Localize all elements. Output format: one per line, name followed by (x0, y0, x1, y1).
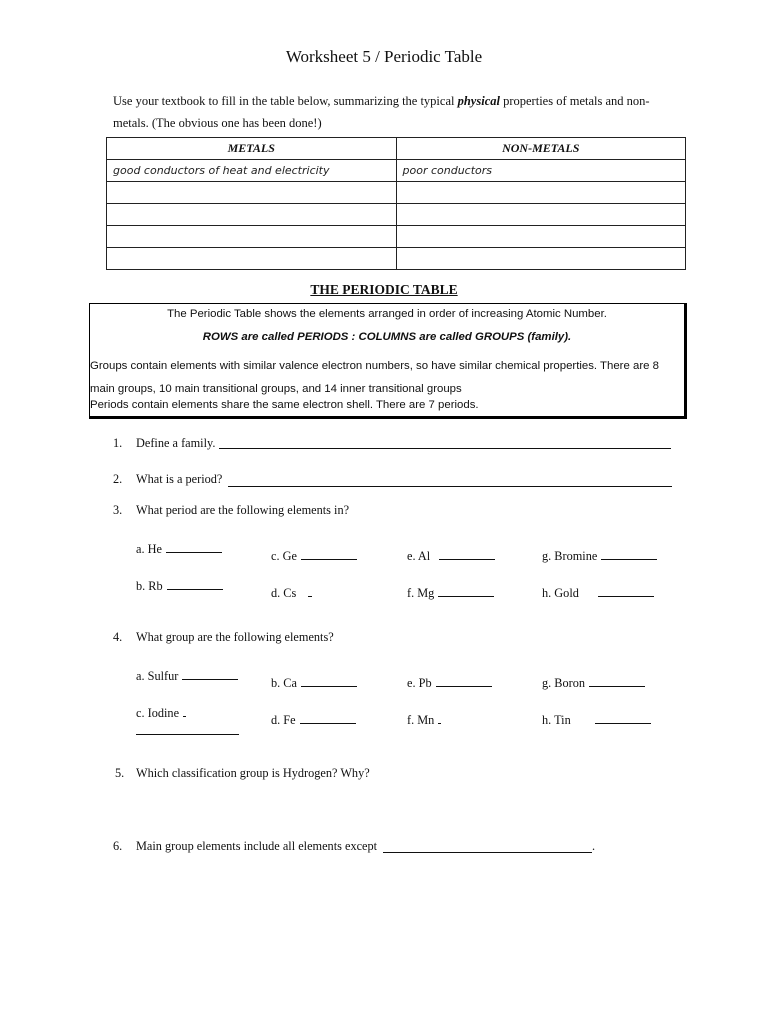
table-row (107, 160, 686, 182)
question-4-text: What group are the following elements? (136, 630, 334, 644)
metals-cell[interactable] (107, 226, 397, 248)
answer-blank[interactable] (167, 579, 223, 590)
worksheet-title: Worksheet 5 / Periodic Table (285, 47, 483, 66)
q3-item-gold: h. Gold (542, 586, 654, 601)
non-metals-cell[interactable]: poor conductors (396, 160, 686, 182)
q3-item-cs: d. Cs (271, 586, 312, 601)
answer-blank[interactable] (601, 549, 657, 560)
table-row (107, 248, 686, 270)
question-3-text: What period are the following elements in? (136, 503, 350, 517)
non-metals-cell[interactable] (396, 226, 686, 248)
info-line: Groups contain elements with similar valence electron numbers, so have similar chemical properties. There are 8 (90, 360, 659, 372)
q4-item-iodine: c. Iodine (136, 706, 186, 721)
q3-item-he: a. He (136, 542, 222, 557)
info-line: The Periodic Table shows the elements arranged in order of increasing Atomic Number. (167, 308, 607, 320)
q4-item-pb: e. Pb (407, 676, 492, 691)
table-row (107, 226, 686, 248)
question-6-answer-line[interactable] (383, 840, 592, 853)
metals-nonmetals-table (106, 137, 686, 270)
metals-cell[interactable] (107, 182, 397, 204)
question-5-number: 5. (115, 766, 125, 780)
info-line: Periods contain elements share the same electron shell. There are 7 periods. (90, 399, 479, 411)
non-metals-cell[interactable] (396, 182, 686, 204)
question-6-text: Main group elements include all elements except (136, 839, 378, 853)
answer-blank[interactable] (436, 676, 492, 687)
answer-blank[interactable] (300, 713, 356, 724)
answer-blank[interactable] (598, 586, 654, 597)
question-2-number: 2. (113, 472, 123, 486)
table-row (107, 182, 686, 204)
q4-item-sulfur: a. Sulfur (136, 669, 238, 684)
answer-blank[interactable] (301, 549, 357, 560)
question-6-period: . (592, 839, 596, 853)
info-line: main groups, 10 main transitional groups, and 14 inner transitional groups (90, 383, 462, 395)
metals-cell[interactable]: good conductors of heat and electricity (107, 160, 397, 182)
q3-item-mg: f. Mg (407, 586, 494, 601)
q3-item-bromine: g. Bromine (542, 549, 657, 564)
question-2-answer-line[interactable] (228, 474, 672, 487)
q3-item-rb: b. Rb (136, 579, 223, 594)
intro-emphasis: physical (457, 94, 500, 108)
question-2-text: What is a period? (136, 472, 223, 486)
q4-item-mn: f. Mn (407, 713, 441, 728)
table-header-row (107, 138, 686, 160)
q4-item-boron: g. Boron (542, 676, 645, 691)
question-1-answer-line[interactable] (219, 436, 671, 449)
question-6-number: 6. (113, 839, 123, 853)
answer-blank[interactable] (183, 706, 186, 717)
answer-blank[interactable] (595, 713, 651, 724)
metals-cell[interactable] (107, 248, 397, 270)
q3-item-al: e. Al (407, 549, 495, 564)
info-line-emphasis: ROWS are called PERIODS : COLUMNS are called GROUPS (family). (202, 331, 572, 343)
header-non-metals: NON-METALS (396, 138, 686, 160)
answer-blank[interactable] (182, 669, 238, 680)
intro-line-2: metals. (The obvious one has been done!) (113, 116, 322, 130)
q4-item-ca: b. Ca (271, 676, 357, 691)
periodic-table-info-box (89, 303, 687, 419)
q3-item-ge: c. Ge (271, 549, 357, 564)
answer-blank[interactable] (438, 586, 494, 597)
answer-blank[interactable] (301, 676, 357, 687)
q4-item-fe: d. Fe (271, 713, 356, 728)
answer-blank[interactable] (308, 586, 312, 597)
table-row (107, 204, 686, 226)
answer-blank[interactable] (438, 713, 441, 724)
answer-blank[interactable] (166, 542, 222, 553)
question-1-text: Define a family. (136, 436, 216, 450)
non-metals-cell[interactable] (396, 248, 686, 270)
question-4-number: 4. (113, 630, 123, 644)
question-1-number: 1. (113, 436, 123, 450)
intro-line-1: Use your textbook to fill in the table below, summarizing the typical physical properties of metals and non- (113, 94, 650, 108)
answer-blank[interactable] (589, 676, 645, 687)
section-heading: THE PERIODIC TABLE (310, 282, 458, 297)
q4-iodine-answer-line[interactable] (136, 722, 239, 735)
question-3-number: 3. (113, 503, 123, 517)
non-metals-cell[interactable] (396, 204, 686, 226)
q4-item-tin: h. Tin (542, 713, 651, 728)
metals-cell[interactable] (107, 204, 397, 226)
header-metals: METALS (107, 138, 397, 160)
question-5-text: Which classification group is Hydrogen? Why? (136, 766, 370, 780)
answer-blank[interactable] (439, 549, 495, 560)
